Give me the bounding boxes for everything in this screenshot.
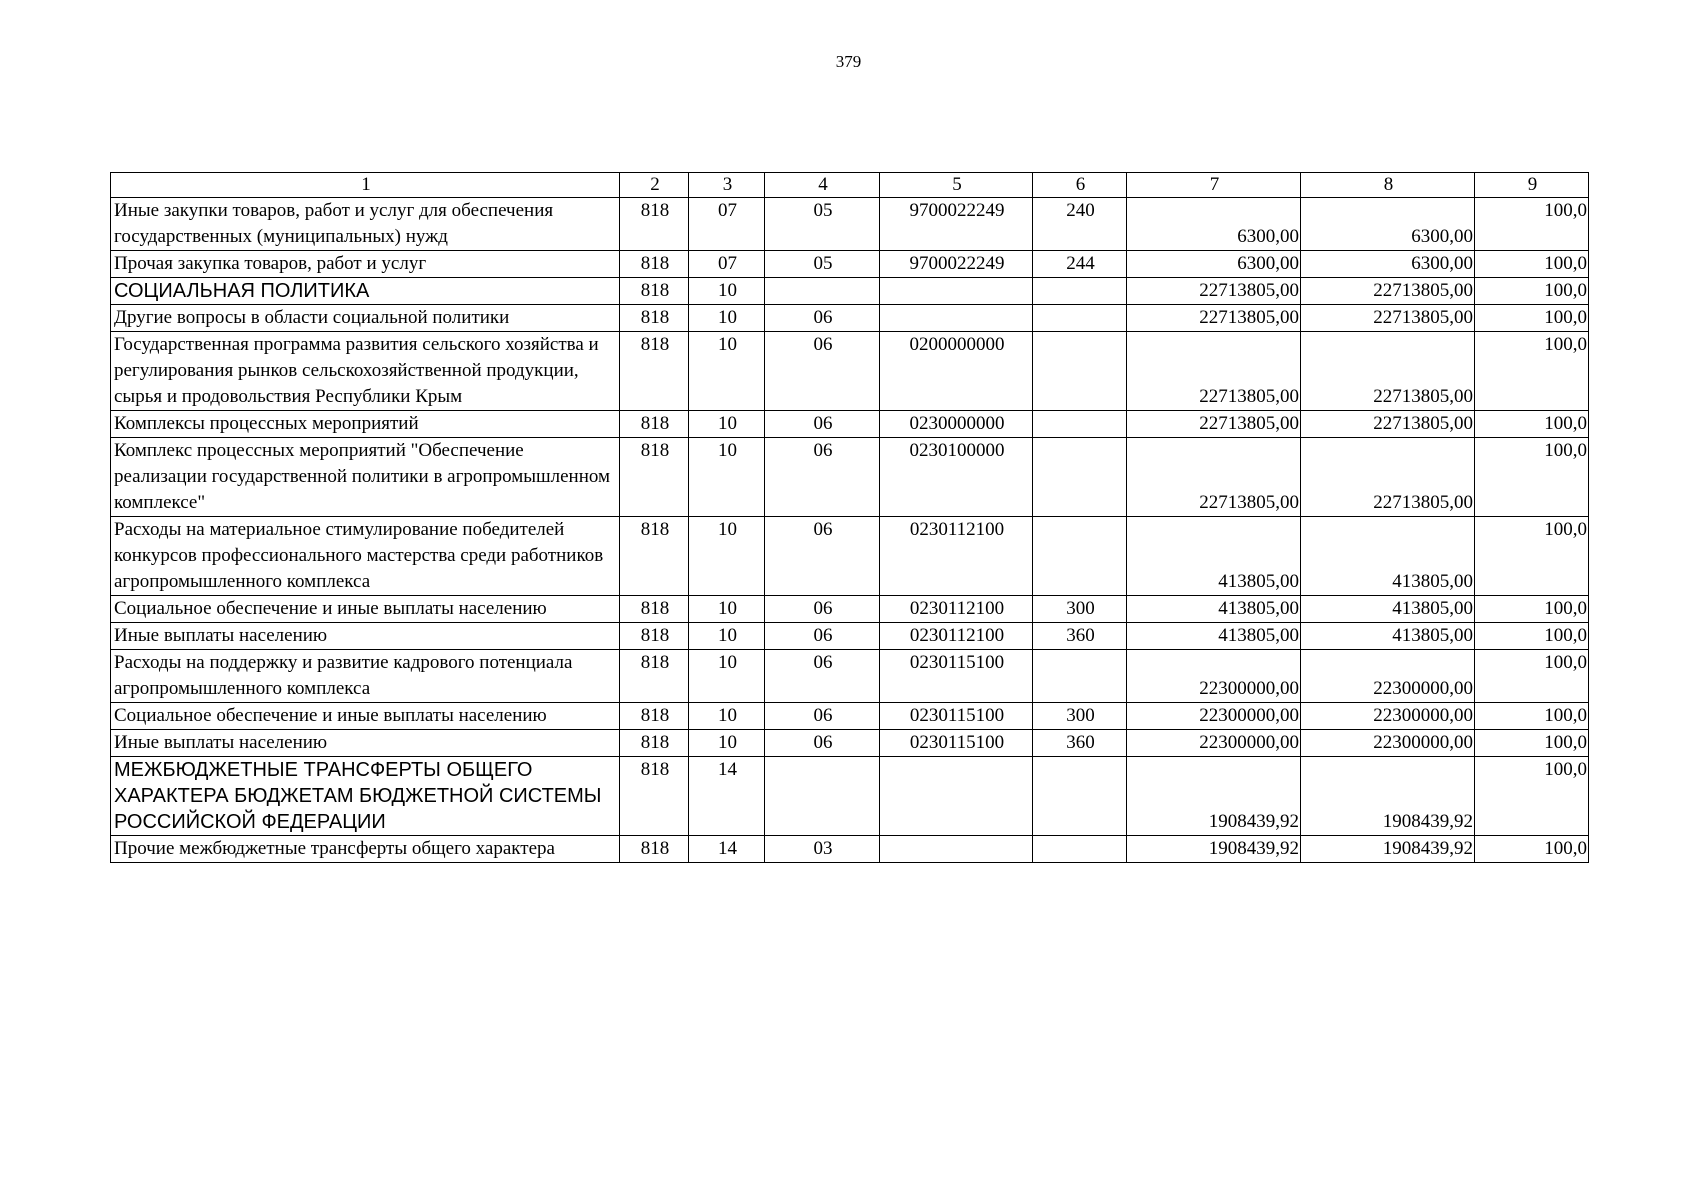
target-article-cell: 0230100000 bbox=[880, 438, 1033, 517]
percent-cell: 100,0 bbox=[1475, 438, 1589, 517]
section-code-cell: 10 bbox=[689, 596, 765, 623]
admin-code-cell: 818 bbox=[620, 703, 689, 730]
row-name-cell: Комплексы процессных мероприятий bbox=[111, 411, 620, 438]
table-row bbox=[111, 703, 1589, 730]
target-article-cell bbox=[880, 836, 1033, 863]
expense-type-cell bbox=[1033, 438, 1127, 517]
row-name-cell: Иные закупки товаров, работ и услуг для обеспечения государственных (муниципальных) нужд bbox=[111, 198, 620, 251]
table-row bbox=[111, 623, 1589, 650]
percent-cell: 100,0 bbox=[1475, 703, 1589, 730]
budget-table-body bbox=[111, 173, 1589, 863]
percent-cell: 100,0 bbox=[1475, 757, 1589, 836]
target-article-cell: 0230115100 bbox=[880, 650, 1033, 703]
target-article-cell bbox=[880, 278, 1033, 305]
row-name-cell: Социальное обеспечение и иные выплаты населению bbox=[111, 596, 620, 623]
percent-cell: 100,0 bbox=[1475, 596, 1589, 623]
admin-code-cell: 818 bbox=[620, 730, 689, 757]
executed-amount-cell: 22713805,00 bbox=[1301, 411, 1475, 438]
executed-amount-cell: 22713805,00 bbox=[1301, 438, 1475, 517]
executed-amount-cell: 22300000,00 bbox=[1301, 703, 1475, 730]
section-code-cell: 10 bbox=[689, 278, 765, 305]
subsection-code-cell: 06 bbox=[765, 332, 880, 411]
section-code-cell: 07 bbox=[689, 251, 765, 278]
section-code-cell: 07 bbox=[689, 198, 765, 251]
budget-table bbox=[110, 172, 1589, 863]
executed-amount-cell: 22713805,00 bbox=[1301, 278, 1475, 305]
planned-amount-cell: 22713805,00 bbox=[1127, 438, 1301, 517]
row-name-cell: Другие вопросы в области социальной политики bbox=[111, 305, 620, 332]
expense-type-cell: 240 bbox=[1033, 198, 1127, 251]
expense-type-cell bbox=[1033, 278, 1127, 305]
row-name-cell: Иные выплаты населению bbox=[111, 730, 620, 757]
table-row bbox=[111, 278, 1589, 305]
expense-type-cell: 300 bbox=[1033, 703, 1127, 730]
executed-amount-cell: 413805,00 bbox=[1301, 623, 1475, 650]
admin-code-cell: 818 bbox=[620, 517, 689, 596]
target-article-cell: 9700022249 bbox=[880, 251, 1033, 278]
row-name-cell: Государственная программа развития сельского хозяйства и регулирования рынков сельскохозяйственной продукции, сырья и продовольствия Республики Крым bbox=[111, 332, 620, 411]
table-row bbox=[111, 596, 1589, 623]
section-code-cell: 10 bbox=[689, 411, 765, 438]
admin-code-cell: 818 bbox=[620, 438, 689, 517]
row-name-cell: СОЦИАЛЬНАЯ ПОЛИТИКА bbox=[111, 278, 620, 305]
admin-code-cell: 818 bbox=[620, 757, 689, 836]
target-article-cell: 9700022249 bbox=[880, 198, 1033, 251]
planned-amount-cell: 6300,00 bbox=[1127, 251, 1301, 278]
percent-cell: 100,0 bbox=[1475, 411, 1589, 438]
table-row bbox=[111, 650, 1589, 703]
executed-amount-cell: 6300,00 bbox=[1301, 198, 1475, 251]
table-row bbox=[111, 757, 1589, 836]
subsection-code-cell: 06 bbox=[765, 650, 880, 703]
subsection-code-cell: 06 bbox=[765, 730, 880, 757]
percent-cell: 100,0 bbox=[1475, 198, 1589, 251]
target-article-cell: 0200000000 bbox=[880, 332, 1033, 411]
header-row bbox=[111, 173, 1589, 198]
row-name-cell: Расходы на поддержку и развитие кадрового потенциала агропромышленного комплекса bbox=[111, 650, 620, 703]
target-article-cell bbox=[880, 757, 1033, 836]
executed-amount-cell: 413805,00 bbox=[1301, 596, 1475, 623]
column-header-6: 6 bbox=[1033, 173, 1127, 198]
table-row bbox=[111, 517, 1589, 596]
planned-amount-cell: 22300000,00 bbox=[1127, 730, 1301, 757]
planned-amount-cell: 6300,00 bbox=[1127, 198, 1301, 251]
planned-amount-cell: 22300000,00 bbox=[1127, 650, 1301, 703]
section-code-cell: 10 bbox=[689, 438, 765, 517]
subsection-code-cell: 05 bbox=[765, 198, 880, 251]
expense-type-cell bbox=[1033, 836, 1127, 863]
target-article-cell: 0230115100 bbox=[880, 703, 1033, 730]
subsection-code-cell: 05 bbox=[765, 251, 880, 278]
executed-amount-cell: 22713805,00 bbox=[1301, 305, 1475, 332]
admin-code-cell: 818 bbox=[620, 411, 689, 438]
target-article-cell: 0230112100 bbox=[880, 517, 1033, 596]
executed-amount-cell: 22300000,00 bbox=[1301, 730, 1475, 757]
column-header-8: 8 bbox=[1301, 173, 1475, 198]
percent-cell: 100,0 bbox=[1475, 517, 1589, 596]
subsection-code-cell: 06 bbox=[765, 305, 880, 332]
row-name-cell: Иные выплаты населению bbox=[111, 623, 620, 650]
planned-amount-cell: 22713805,00 bbox=[1127, 278, 1301, 305]
column-header-3: 3 bbox=[689, 173, 765, 198]
expense-type-cell bbox=[1033, 757, 1127, 836]
expense-type-cell: 244 bbox=[1033, 251, 1127, 278]
planned-amount-cell: 22713805,00 bbox=[1127, 411, 1301, 438]
planned-amount-cell: 22300000,00 bbox=[1127, 703, 1301, 730]
table-row bbox=[111, 305, 1589, 332]
expense-type-cell: 360 bbox=[1033, 730, 1127, 757]
percent-cell: 100,0 bbox=[1475, 730, 1589, 757]
table-row bbox=[111, 198, 1589, 251]
planned-amount-cell: 1908439,92 bbox=[1127, 836, 1301, 863]
executed-amount-cell: 22713805,00 bbox=[1301, 332, 1475, 411]
target-article-cell: 0230115100 bbox=[880, 730, 1033, 757]
expense-type-cell bbox=[1033, 305, 1127, 332]
planned-amount-cell: 413805,00 bbox=[1127, 596, 1301, 623]
admin-code-cell: 818 bbox=[620, 836, 689, 863]
section-code-cell: 10 bbox=[689, 332, 765, 411]
section-code-cell: 10 bbox=[689, 703, 765, 730]
planned-amount-cell: 22713805,00 bbox=[1127, 305, 1301, 332]
target-article-cell: 0230000000 bbox=[880, 411, 1033, 438]
planned-amount-cell: 413805,00 bbox=[1127, 623, 1301, 650]
percent-cell: 100,0 bbox=[1475, 623, 1589, 650]
planned-amount-cell: 1908439,92 bbox=[1127, 757, 1301, 836]
subsection-code-cell: 06 bbox=[765, 623, 880, 650]
target-article-cell: 0230112100 bbox=[880, 596, 1033, 623]
percent-cell: 100,0 bbox=[1475, 251, 1589, 278]
table-row bbox=[111, 332, 1589, 411]
executed-amount-cell: 22300000,00 bbox=[1301, 650, 1475, 703]
planned-amount-cell: 22713805,00 bbox=[1127, 332, 1301, 411]
target-article-cell bbox=[880, 305, 1033, 332]
admin-code-cell: 818 bbox=[620, 650, 689, 703]
table-row bbox=[111, 438, 1589, 517]
row-name-cell: Прочие межбюджетные трансферты общего характера bbox=[111, 836, 620, 863]
column-header-5: 5 bbox=[880, 173, 1033, 198]
column-header-1: 1 bbox=[111, 173, 620, 198]
admin-code-cell: 818 bbox=[620, 623, 689, 650]
expense-type-cell: 360 bbox=[1033, 623, 1127, 650]
admin-code-cell: 818 bbox=[620, 332, 689, 411]
subsection-code-cell: 06 bbox=[765, 703, 880, 730]
section-code-cell: 14 bbox=[689, 836, 765, 863]
table-row bbox=[111, 251, 1589, 278]
percent-cell: 100,0 bbox=[1475, 332, 1589, 411]
expense-type-cell bbox=[1033, 517, 1127, 596]
executed-amount-cell: 6300,00 bbox=[1301, 251, 1475, 278]
section-code-cell: 14 bbox=[689, 757, 765, 836]
admin-code-cell: 818 bbox=[620, 596, 689, 623]
subsection-code-cell: 06 bbox=[765, 411, 880, 438]
subsection-code-cell: 06 bbox=[765, 438, 880, 517]
row-name-cell: Комплекс процессных мероприятий "Обеспечение реализации государственной политики в агропромышленном комплексе" bbox=[111, 438, 620, 517]
subsection-code-cell: 06 bbox=[765, 517, 880, 596]
column-header-4: 4 bbox=[765, 173, 880, 198]
section-code-cell: 10 bbox=[689, 623, 765, 650]
executed-amount-cell: 1908439,92 bbox=[1301, 836, 1475, 863]
expense-type-cell bbox=[1033, 411, 1127, 438]
table-row bbox=[111, 730, 1589, 757]
column-header-7: 7 bbox=[1127, 173, 1301, 198]
row-name-cell: Прочая закупка товаров, работ и услуг bbox=[111, 251, 620, 278]
percent-cell: 100,0 bbox=[1475, 278, 1589, 305]
planned-amount-cell: 413805,00 bbox=[1127, 517, 1301, 596]
row-name-cell: Социальное обеспечение и иные выплаты населению bbox=[111, 703, 620, 730]
admin-code-cell: 818 bbox=[620, 305, 689, 332]
executed-amount-cell: 1908439,92 bbox=[1301, 757, 1475, 836]
percent-cell: 100,0 bbox=[1475, 836, 1589, 863]
subsection-code-cell: 06 bbox=[765, 596, 880, 623]
percent-cell: 100,0 bbox=[1475, 305, 1589, 332]
target-article-cell: 0230112100 bbox=[880, 623, 1033, 650]
column-header-2: 2 bbox=[620, 173, 689, 198]
admin-code-cell: 818 bbox=[620, 278, 689, 305]
subsection-code-cell bbox=[765, 757, 880, 836]
section-code-cell: 10 bbox=[689, 650, 765, 703]
table-row bbox=[111, 411, 1589, 438]
column-header-9: 9 bbox=[1475, 173, 1589, 198]
percent-cell: 100,0 bbox=[1475, 650, 1589, 703]
section-code-cell: 10 bbox=[689, 517, 765, 596]
subsection-code-cell: 03 bbox=[765, 836, 880, 863]
page-number: 379 bbox=[835, 52, 862, 71]
executed-amount-cell: 413805,00 bbox=[1301, 517, 1475, 596]
section-code-cell: 10 bbox=[689, 730, 765, 757]
expense-type-cell bbox=[1033, 650, 1127, 703]
table-row bbox=[111, 836, 1589, 863]
section-code-cell: 10 bbox=[689, 305, 765, 332]
row-name-cell: Расходы на материальное стимулирование победителей конкурсов профессионального мастерства среди работников агропромышленного комплекса bbox=[111, 517, 620, 596]
admin-code-cell: 818 bbox=[620, 198, 689, 251]
admin-code-cell: 818 bbox=[620, 251, 689, 278]
row-name-cell: МЕЖБЮДЖЕТНЫЕ ТРАНСФЕРТЫ ОБЩЕГО ХАРАКТЕРА БЮДЖЕТАМ БЮДЖЕТНОЙ СИСТЕМЫ РОССИЙСКОЙ ФЕДЕРАЦИИ bbox=[111, 757, 620, 836]
expense-type-cell: 300 bbox=[1033, 596, 1127, 623]
expense-type-cell bbox=[1033, 332, 1127, 411]
subsection-code-cell bbox=[765, 278, 880, 305]
